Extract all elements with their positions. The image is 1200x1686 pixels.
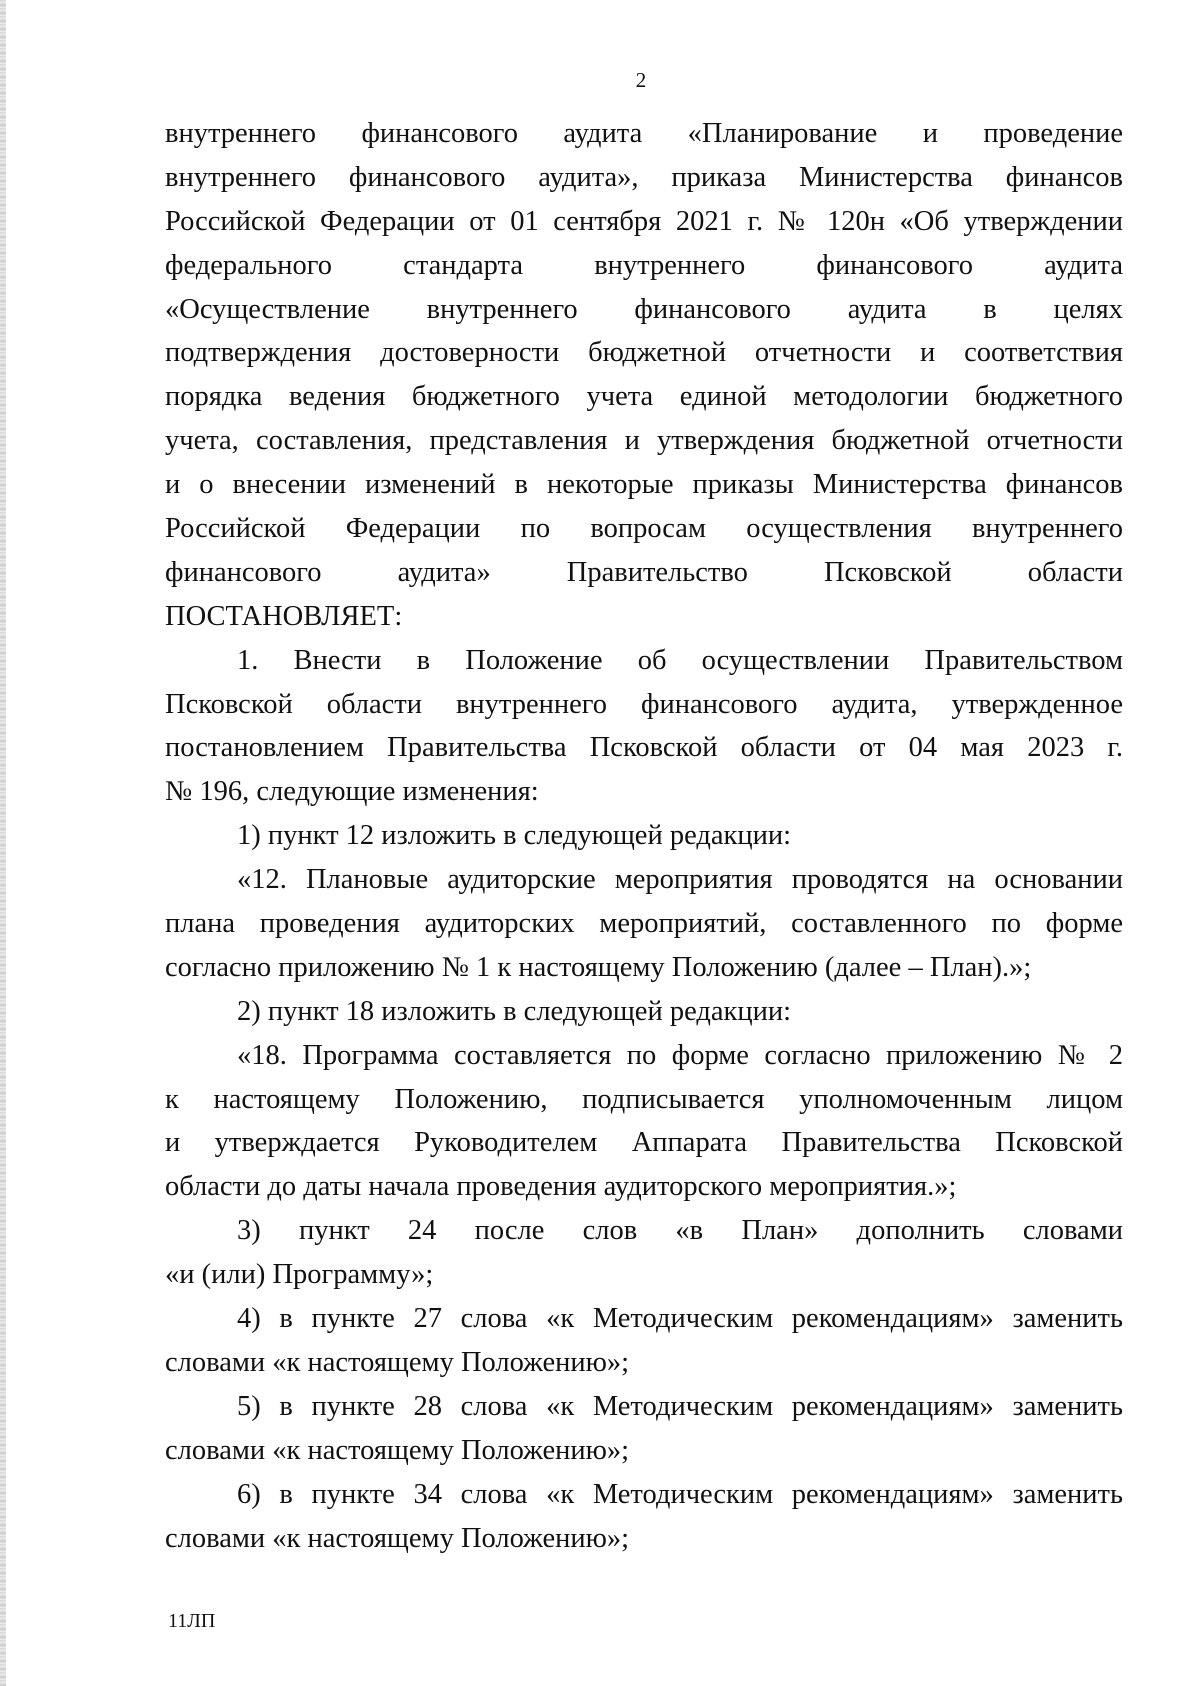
text-line: «и (или) Программу»; [165, 1259, 434, 1291]
text-line: «Осуществление внутреннего финансового аудита в целях [165, 293, 1123, 325]
text-line: 3) пункт 24 после слов «в План» дополнить словами [237, 1215, 1123, 1247]
text-line: к настоящему Положению, подписывается уполномоченным лицом [165, 1083, 1123, 1115]
scan-edge [0, 0, 6, 1686]
text-line: подтверждения достоверности бюджетной отчетности и соответствия [165, 337, 1123, 369]
page-number: 2 [635, 68, 647, 92]
text-line: учета, составления, представления и утверждения бюджетной отчетности [165, 425, 1123, 457]
text-line: 4) в пункте 27 слова «к Методическим рекомендациям» заменить [237, 1303, 1123, 1335]
text-line: Российской Федерации по вопросам осуществления внутреннего [165, 513, 1123, 545]
text-line: Псковской области внутреннего финансового аудита, утвержденное [165, 688, 1123, 720]
text-line: области до даты начала проведения аудиторского мероприятия.»; [165, 1171, 957, 1203]
text-line: 1) пункт 12 изложить в следующей редакции: [237, 820, 792, 852]
text-line: ПОСТАНОВЛЯЕТ: [165, 600, 403, 632]
text-line: плана проведения аудиторских мероприятий, составленного по форме [165, 908, 1123, 940]
text-line: «12. Плановые аудиторские мероприятия проводятся на основании [237, 864, 1123, 896]
text-line: внутреннего финансового аудита «Планирование и проведение [165, 118, 1123, 149]
text-line: 5) в пункте 28 слова «к Методическим рекомендациям» заменить [237, 1390, 1123, 1422]
text-line: постановлением Правительства Псковской области от 04 мая 2023 г. [165, 732, 1123, 764]
text-line: словами «к настоящему Положению»; [165, 1522, 630, 1554]
text-line: внутреннего финансового аудита», приказа Министерства финансов [165, 161, 1123, 193]
text-line: согласно приложению № 1 к настоящему Положению (далее – План).»; [165, 951, 1032, 983]
text-line: словами «к настоящему Положению»; [165, 1434, 630, 1466]
text-line: 1. Внести в Положение об осуществлении Правительством [237, 644, 1123, 676]
document-code: 11ЛП [168, 1610, 216, 1632]
text-line: федерального стандарта внутреннего финансового аудита [165, 249, 1123, 281]
text-line: словами «к настоящему Положению»; [165, 1346, 630, 1378]
text-line: 6) в пункте 34 слова «к Методическим рекомендациям» заменить [237, 1478, 1123, 1510]
text-line: и утверждается Руководителем Аппарата Правительства Псковской [165, 1127, 1123, 1159]
text-line: № 196, следующие изменения: [165, 776, 539, 808]
text-line: порядка ведения бюджетного учета единой методологии бюджетного [165, 381, 1123, 413]
text-line: финансового аудита» Правительство Псковской области [165, 556, 1123, 588]
text-line: 2) пункт 18 изложить в следующей редакции: [237, 995, 792, 1027]
document-body [165, 112, 1123, 1560]
text-line: Российской Федерации от 01 сентября 2021 г. № 120н «Об утверждении [165, 205, 1123, 237]
text-line: и о внесении изменений в некоторые приказы Министерства финансов [165, 469, 1123, 501]
text-line: «18. Программа составляется по форме согласно приложению № 2 [237, 1039, 1123, 1071]
